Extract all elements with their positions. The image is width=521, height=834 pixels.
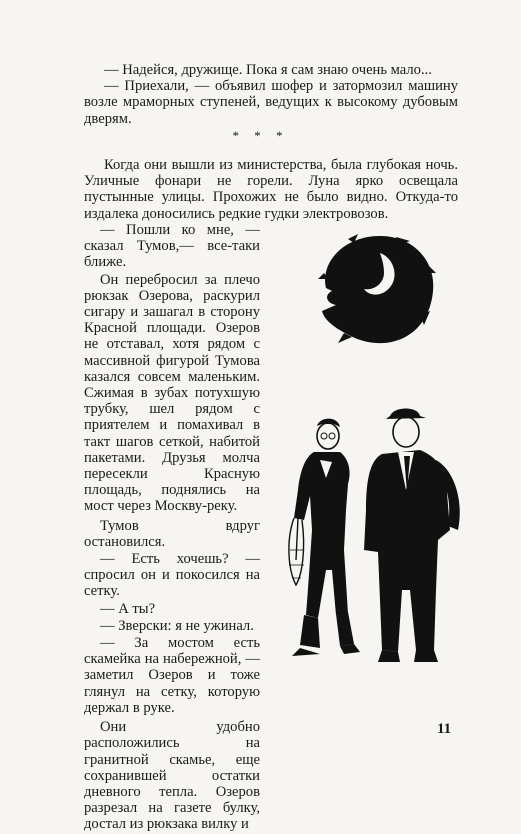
paragraph: — Есть хочешь? — спросил он и покосился на сетку. bbox=[84, 551, 260, 600]
left-man-figure bbox=[289, 419, 360, 656]
right-man-figure bbox=[364, 409, 460, 663]
top-text-block bbox=[84, 62, 458, 127]
middle-text-block bbox=[84, 157, 458, 222]
paragraph: Когда они вышли из министерства, была глубокая ночь. Уличные фонари не горели. Луна ярко освещала пустынные улицы. Прохожих не было видно. Откуда-то издалека доносились редкие гудки электровозов. bbox=[84, 157, 458, 222]
two-men-walking-illustration bbox=[286, 400, 466, 700]
paragraph: Он перебросил за плечо рюкзак Озерова, раскурил сигару и зашагал в сторону Красной площади. Озеров не отставал, хотя рядом с массивной фигурой Тумова казался совсем маленьким. Сжимая в зубах потухшую трубку, шел рядом с приятелем и помахивал в такт шагов сеткой, набитой пакетами. Друзья молча пересекли Красную площадь, поднялись на мост через Москву-реку. bbox=[84, 271, 260, 515]
narrow-text-column bbox=[84, 222, 260, 834]
paragraph: — Зверски: я не ужинал. bbox=[100, 617, 254, 634]
paragraph: Они удобно расположились на гранитной скамье, еще сохранившей остатки дневного тепла. Озеров разрезал на газете булку, достал из рюкзака вилку и bbox=[84, 719, 260, 833]
paragraph: — Приехали, — объявил шофер и затормозил машину возле мраморных ступеней, ведущих к высокому дубовым дверям. bbox=[84, 78, 458, 127]
paragraph: Тумов вдруг остановился. bbox=[84, 517, 260, 550]
night-sky-moon-illustration bbox=[318, 233, 438, 348]
paragraph: — За мостом есть скамейка на набережной, — заметил Озеров и тоже глянул на сетку, которую держал в руке. bbox=[84, 635, 260, 716]
paragraph: — Пошли ко мне, — сказал Тумов,— все-таки ближе. bbox=[84, 222, 260, 271]
paragraph: — Надейся, дружище. Пока я сам знаю очень мало... bbox=[104, 62, 432, 78]
section-separator: * * * bbox=[232, 128, 289, 143]
page-number: 11 bbox=[437, 721, 452, 737]
paragraph: — А ты? bbox=[100, 600, 156, 617]
